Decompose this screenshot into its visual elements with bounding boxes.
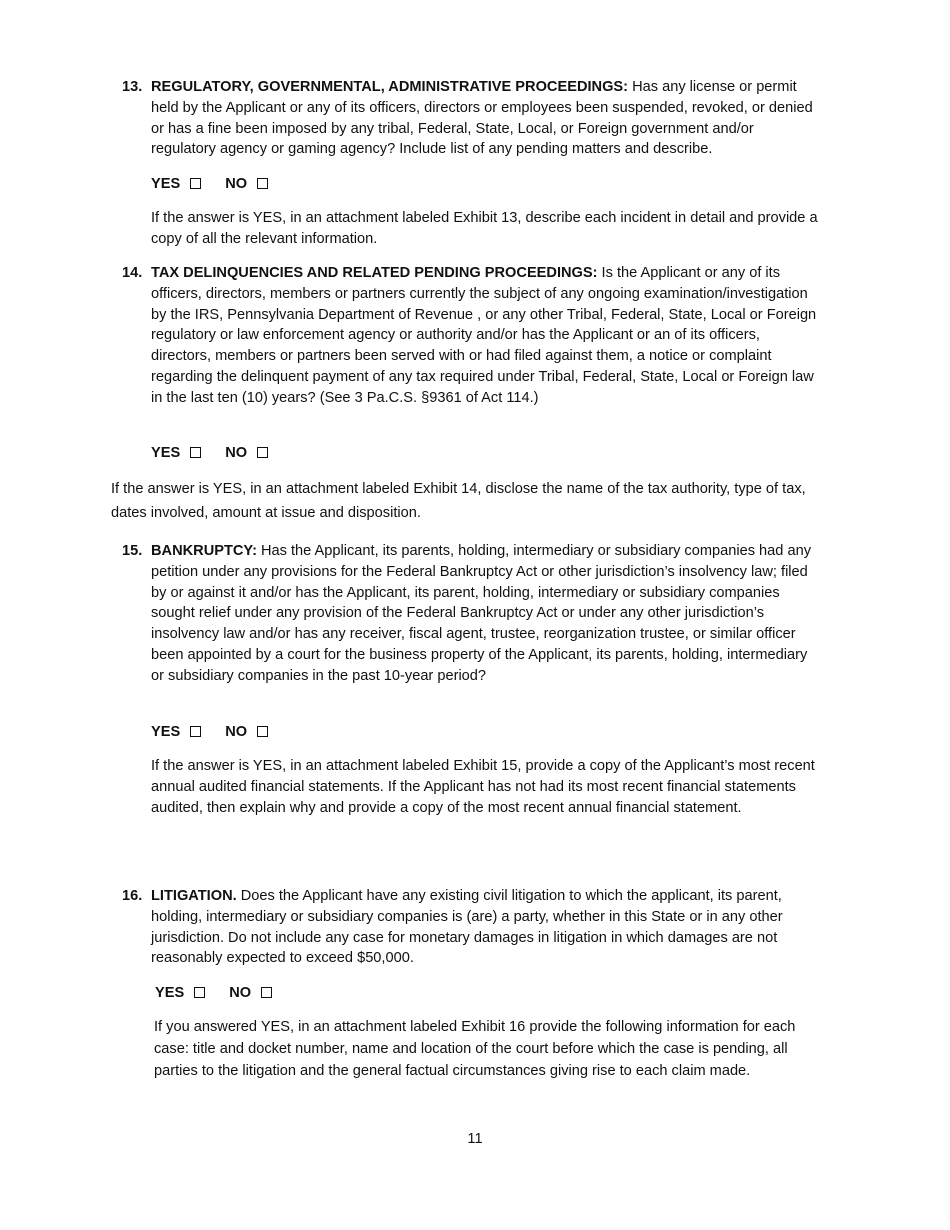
section-heading: TAX DELINQUENCIES AND RELATED PENDING PROCEEDINGS: xyxy=(151,265,598,281)
no-label: NO xyxy=(225,724,248,740)
section-question xyxy=(151,541,822,687)
section-heading: LITIGATION. xyxy=(151,888,237,904)
section-heading: BANKRUPTCY: xyxy=(151,543,257,559)
followup-14: If the answer is YES, in an attachment labeled Exhibit 14, disclose the name of the tax authority, type of tax, dates involved, amount at issue and disposition. xyxy=(111,481,806,521)
section-number: 13. xyxy=(122,79,143,95)
yes-no-row-16 xyxy=(155,983,272,1003)
section-number: 14. xyxy=(122,265,143,281)
followup-13: If the answer is YES, in an attachment labeled Exhibit 13, describe each incident in detail and provide a copy of all the relevant information. xyxy=(151,210,818,247)
no-label: NO xyxy=(225,445,248,461)
yes-checkbox[interactable] xyxy=(190,178,201,189)
section-text: Is the Applicant or any of its officers, directors, members or partners currently the subject of any ongoing examination/investigation by the IRS, Pennsylvania Department of Revenue , or any other Tribal, Federal, State, Local or Foreign regulatory or law enforcement agency or authority and/or has the Applicant or an of its officers, directors, members or partners been served with or had filed against them, a notice or complaint regarding the delinquent payment of any tax required under Tribal, Federal, State, Local or Foreign law in the last ten (10) years? (See 3 Pa.C.S. §9361 of Act 114.) xyxy=(151,265,817,406)
yes-no-row-14 xyxy=(151,443,268,463)
yes-no-row-13 xyxy=(151,174,268,194)
section-number: 16. xyxy=(122,888,143,904)
yes-checkbox[interactable] xyxy=(190,726,201,737)
no-checkbox[interactable] xyxy=(257,447,268,458)
yes-no-row-15 xyxy=(151,722,268,742)
section-number: 15. xyxy=(122,543,143,559)
section-question xyxy=(151,886,822,969)
section-text: Does the Applicant have any existing civil litigation to which the applicant, its parent, holding, intermediary or subsidiary companies is (are) a party, whether in this State or in any other jurisdiction. Do not include any case for monetary damages in litigation in which damages are not reasonably expected to exceed $50,000. xyxy=(151,888,783,967)
section-16 xyxy=(122,886,822,969)
followup-16: If you answered YES, in an attachment labeled Exhibit 16 provide the following information for each case: title and docket number, name and location of the court before which the case is pending, all parties to the litigation and the general factual circumstances giving rise to each claim made. xyxy=(154,1019,796,1079)
yes-label: YES xyxy=(151,445,181,461)
yes-label: YES xyxy=(151,176,181,192)
no-checkbox[interactable] xyxy=(261,987,272,998)
section-text: Has any license or permit held by the Applicant or any of its officers, directors or employees been suspended, revoked, or denied or has a fine been imposed by any tribal, Federal, State, Local, or Foreign government and/or regulatory agency or gaming agency? Include list of any pending matters and describe. xyxy=(151,79,813,158)
section-15 xyxy=(122,541,822,687)
followup-15: If the answer is YES, in an attachment labeled Exhibit 15, provide a copy of the Applicant’s most recent annual audited financial statements. If the Applicant has not had its most recent financial statements audited, then explain why and provide a copy of the most recent annual financial statement. xyxy=(151,758,815,816)
yes-checkbox[interactable] xyxy=(194,987,205,998)
section-heading: REGULATORY, GOVERNMENTAL, ADMINISTRATIVE PROCEEDINGS: xyxy=(151,79,629,95)
no-checkbox[interactable] xyxy=(257,178,268,189)
section-14 xyxy=(122,263,822,409)
no-label: NO xyxy=(225,176,248,192)
no-checkbox[interactable] xyxy=(257,726,268,737)
page-number: 11 xyxy=(467,1131,483,1147)
section-question xyxy=(151,77,822,160)
no-label: NO xyxy=(229,985,252,1001)
section-question xyxy=(151,263,822,409)
yes-label: YES xyxy=(151,724,181,740)
yes-checkbox[interactable] xyxy=(190,447,201,458)
yes-label: YES xyxy=(155,985,185,1001)
section-text: Has the Applicant, its parents, holding, intermediary or subsidiary companies had any petition under any provisions for the Federal Bankruptcy Act or other jurisdiction’s insolvency law; filed by or against it and/or has the Applicant, its parent, holding, intermediary or subsidiary companies sought relief under any provision of the Federal Bankruptcy Act or under any other jurisdiction’s insolvency law and/or has any receiver, fiscal agent, trustee, reorganization trustee, or similar officer been appointed by a court for the business property of the Applicant, its parents, holding, intermediary or subsidiary companies in the past 10-year period? xyxy=(151,543,811,684)
section-13 xyxy=(122,77,822,160)
